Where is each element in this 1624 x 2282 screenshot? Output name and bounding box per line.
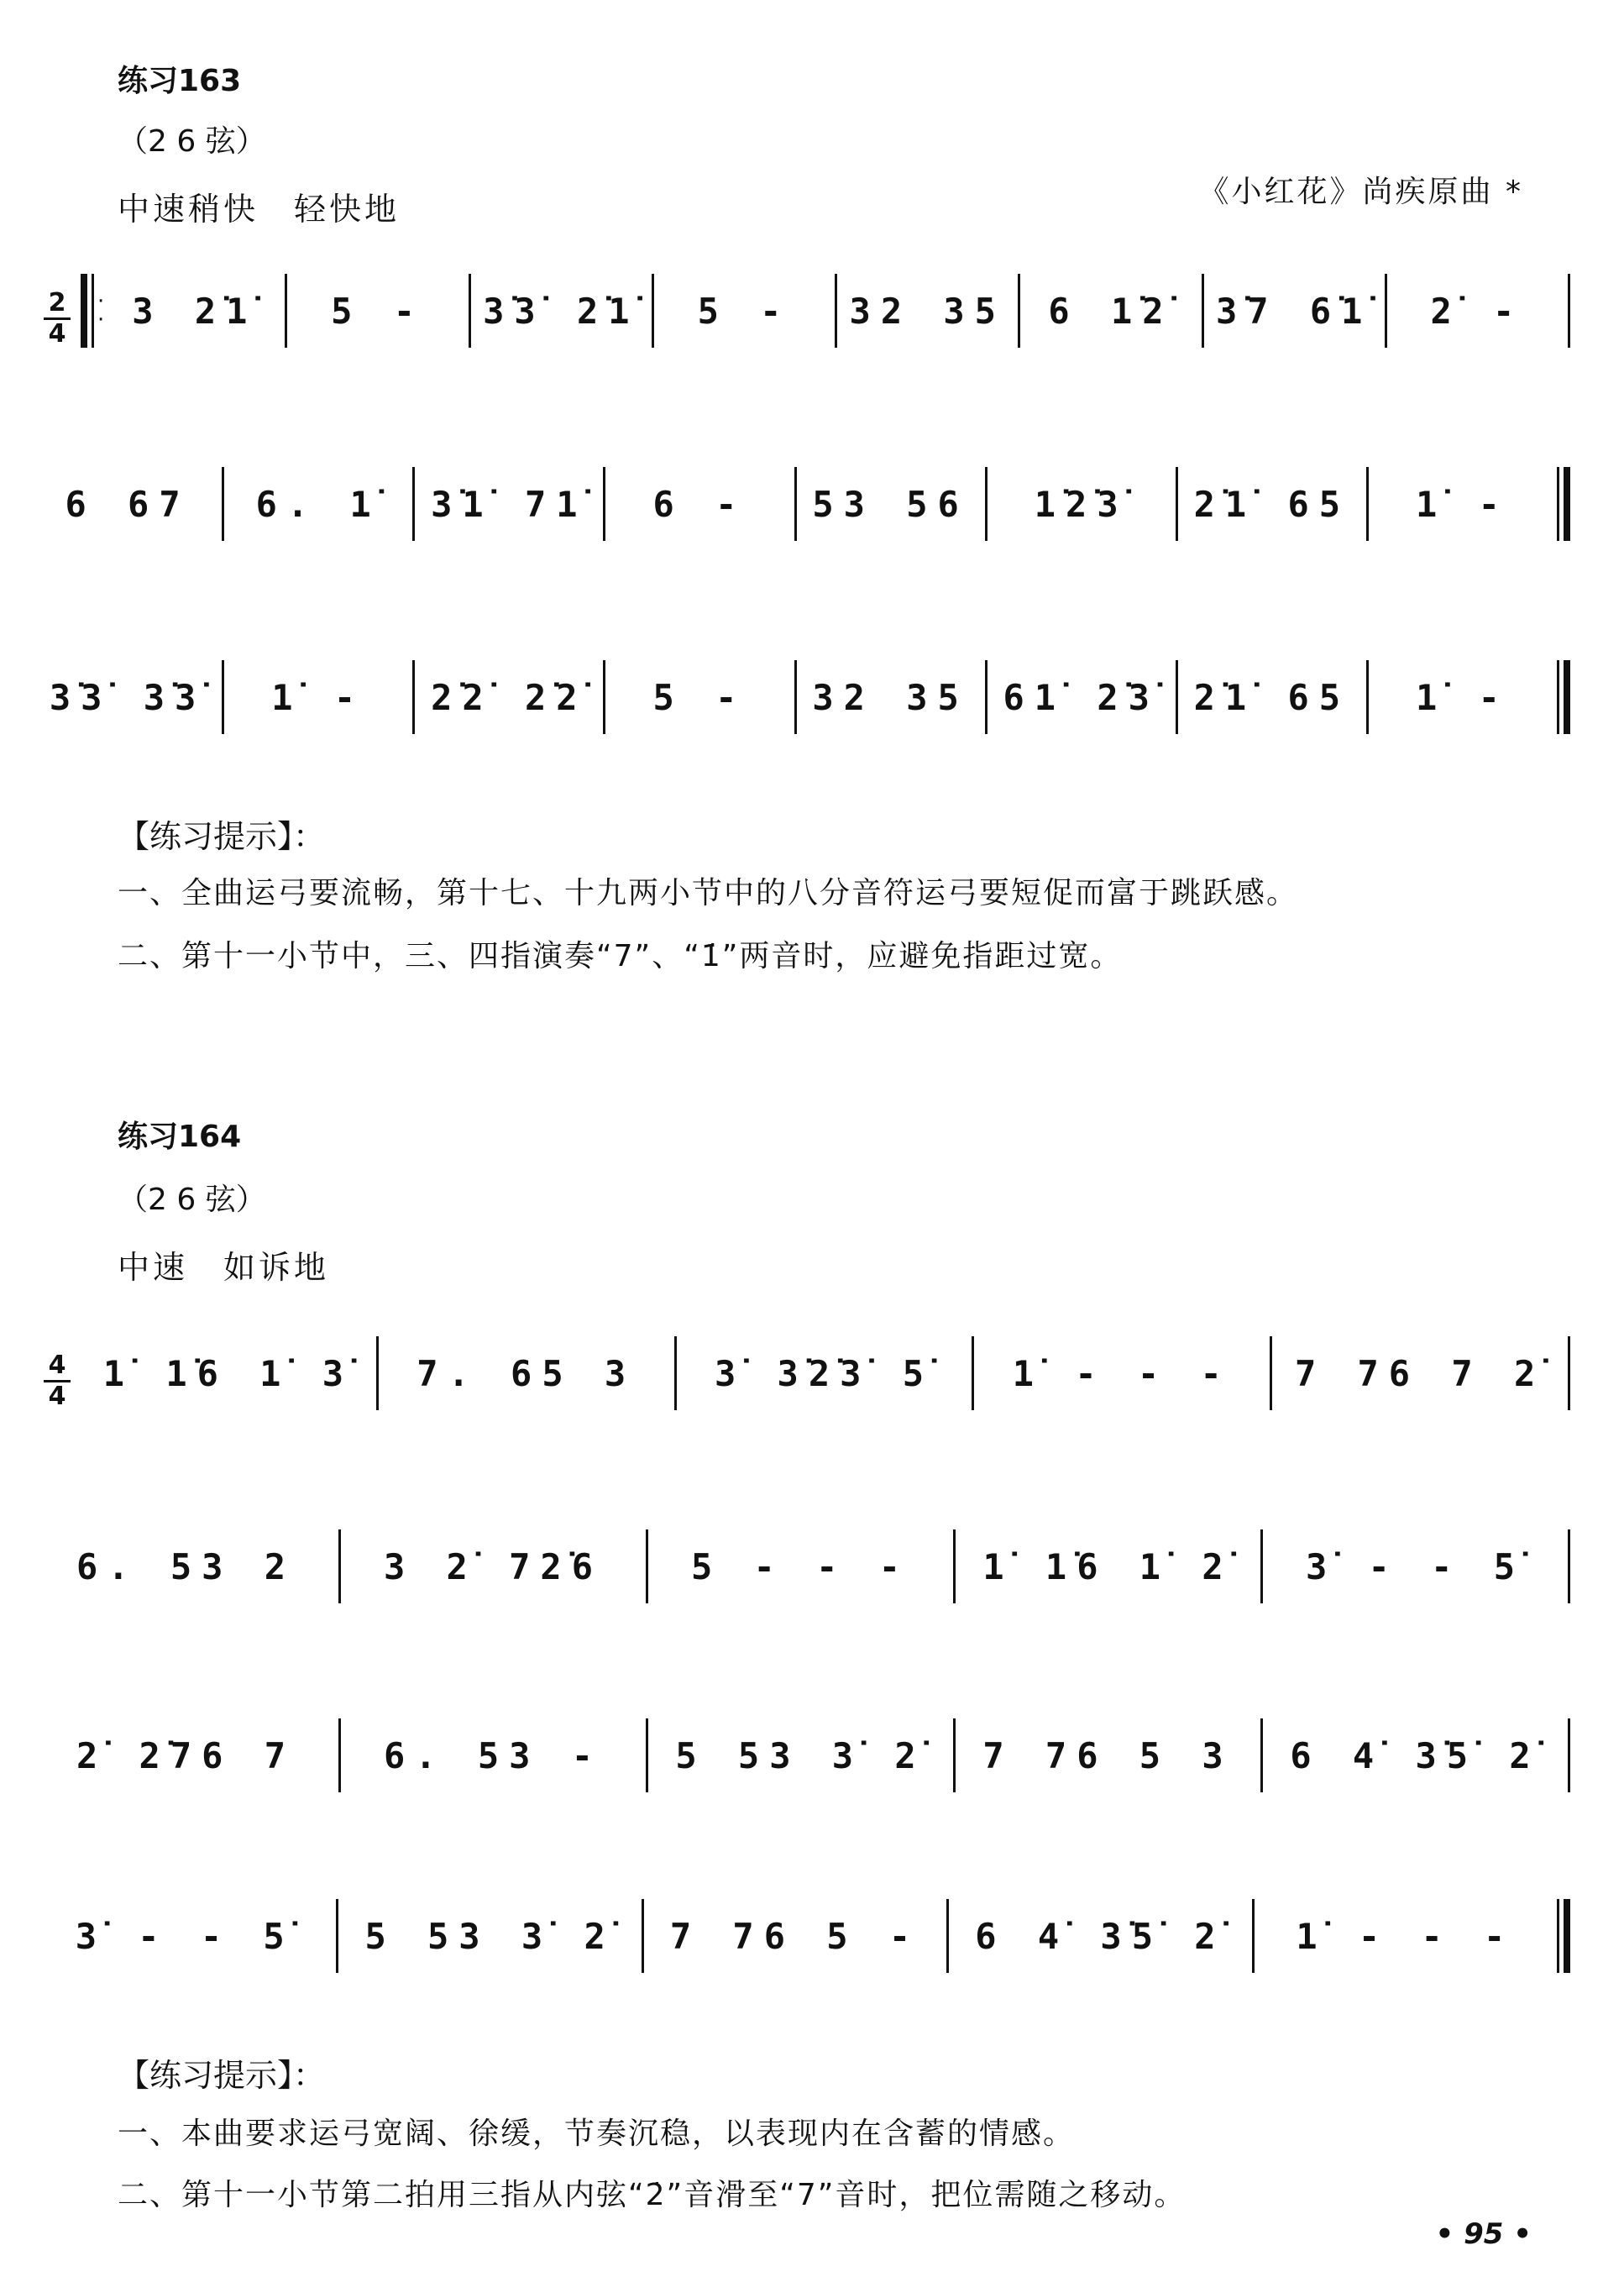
final-barline xyxy=(1557,1899,1570,1973)
exercise-163-source: 《小红花》尚疾原曲 * xyxy=(1198,175,1523,209)
ex164-hint-1: 一、本曲要求运弓宽阔、徐缓，节奏沉稳，以表现内在含蓄的情感。 xyxy=(118,2117,1076,2151)
repeat-end-barline xyxy=(1557,467,1570,541)
ex163-hint-1: 一、全曲运弓要流畅，第十七、十九两小节中的八分音符运弓要短促而富于跳跃感。 xyxy=(118,876,1299,910)
exercise-164-strings: （2 6 弦） xyxy=(118,1183,266,1217)
ex163-measure: 6. 1̇ xyxy=(255,483,381,525)
ex164-staff-line-4 xyxy=(34,1869,1570,1978)
exercise-164-tempo: 中速 如诉地 xyxy=(118,1249,330,1286)
ex164-measure: 1̇ - - - xyxy=(1012,1352,1232,1394)
ex164-measure: 1̇ - - - xyxy=(1296,1915,1516,1957)
ex163-measure: 32 35 xyxy=(812,676,969,718)
ex164-measure: 5 - - - xyxy=(690,1545,910,1587)
ex164-time-top: 4 xyxy=(48,1351,66,1380)
ex164-hint-2: 二、第十一小节第二拍用三指从内弦“2̇”音滑至“7”音时，把位需随之移动。 xyxy=(118,2178,1187,2212)
ex164-measure: 6 4̇ 3̇5̇ 2̇ xyxy=(975,1915,1226,1957)
ex164-time-signature xyxy=(40,1353,74,1409)
ex164-staff-line-1 xyxy=(34,1306,1570,1415)
ex163-staff-line-2 xyxy=(34,437,1570,546)
ex163-time-top: 2 xyxy=(48,288,66,317)
ex163-measure: 6 67 xyxy=(65,483,191,525)
ex163-measure: 2̇1̇ 65 xyxy=(1193,483,1351,525)
ex163-measure: 1̇ - xyxy=(271,676,366,718)
ex163-measure: 1̇ - xyxy=(1416,483,1510,525)
ex163-measure: 5 - xyxy=(697,290,792,332)
ex164-staff-line-3 xyxy=(34,1688,1570,1797)
ex163-measure: 2̇2̇ 2̇2̇ xyxy=(431,676,588,718)
ex164-measure: 3̇ - - 5̇ xyxy=(1305,1545,1525,1587)
ex163-measure: 5 - xyxy=(331,290,426,332)
repeat-start-barline: · · xyxy=(81,274,104,348)
page-number: • 95 • xyxy=(1435,2217,1532,2251)
ex163-measure: 3̇3̇ 3̇3̇ xyxy=(49,676,207,718)
ex164-measure: 7 76 5 - xyxy=(669,1915,921,1957)
ex164-hint-title: 【练习提示】： xyxy=(118,2057,326,2094)
ex163-staff-line-1 xyxy=(34,244,1570,353)
final-barline xyxy=(1557,660,1570,734)
ex164-measure: 1̇ 1̇6 1̇ 2̇ xyxy=(982,1545,1234,1587)
exercise-163-tempo: 中速稍快 轻快地 xyxy=(118,191,401,228)
exercise-164-title: 练习164 xyxy=(118,1120,242,1154)
ex163-measure: 61̇ 2̇3̇ xyxy=(1003,676,1160,718)
ex163-measure: 1̇2̇3̇ xyxy=(1034,483,1129,525)
ex163-staff-line-3 xyxy=(34,630,1570,739)
exercise-163-strings: （2 6 弦） xyxy=(118,124,266,159)
ex163-hint-2: 二、第十一小节中，三、四指演奏“7”、“1̇”两音时，应避免指距过宽。 xyxy=(118,939,1123,973)
ex164-measure: 3̇ - - 5̇ xyxy=(75,1915,295,1957)
ex163-hint-title: 【练习提示】： xyxy=(118,818,326,855)
ex163-measure: 6 - xyxy=(652,483,747,525)
exercise-163-title: 练习163 xyxy=(118,64,242,98)
ex163-measure: 3̇1̇ 71̇ xyxy=(431,483,588,525)
ex164-measure: 6. 53 2 xyxy=(76,1545,296,1587)
ex164-measure: 3̇ 3̇2̇3̇ 5̇ xyxy=(714,1352,934,1394)
ex164-measure: 7 76 5 3 xyxy=(982,1734,1234,1776)
ex163-measure: 6 1̇2̇ xyxy=(1048,290,1174,332)
ex163-measure: 5 - xyxy=(652,676,747,718)
ex163-measure: 2̇ - xyxy=(1430,290,1525,332)
ex164-measure: 7 76 7 2̇ xyxy=(1294,1352,1546,1394)
ex163-measure: 53 56 xyxy=(812,483,969,525)
ex164-measure: 5 53 3̇ 2̇ xyxy=(675,1734,926,1776)
ex164-measure: 6 4̇ 3̇5̇ 2̇ xyxy=(1290,1734,1541,1776)
ex164-measure: 7. 65 3 xyxy=(416,1352,637,1394)
ex164-time-bottom: 4 xyxy=(48,1382,66,1411)
ex163-measure: 3̇7 6̇1̇ xyxy=(1215,290,1373,332)
ex164-staff-line-2 xyxy=(34,1499,1570,1608)
ex164-measure: 3 2̇ 72̇6 xyxy=(383,1545,603,1587)
ex164-measure: 5 53 3̇ 2̇ xyxy=(364,1915,616,1957)
ex163-measure: 3̇3̇ 2̇1̇ xyxy=(483,290,640,332)
ex164-measure: 6. 53 - xyxy=(383,1734,603,1776)
ex164-measure: 1̇ 1̇6 1̇ 3̇ xyxy=(102,1352,354,1394)
ex163-time-bottom: 4 xyxy=(48,319,66,349)
ex163-measure: 32 35 xyxy=(849,290,1006,332)
ex163-measure: 2̇1̇ 65 xyxy=(1193,676,1351,718)
ex163-measure: 1̇ - xyxy=(1416,676,1510,718)
ex163-time-signature xyxy=(40,288,74,349)
ex163-measure: 3 2̇1̇ xyxy=(132,290,258,332)
ex164-measure: 2̇ 2̇76 7 xyxy=(76,1734,296,1776)
